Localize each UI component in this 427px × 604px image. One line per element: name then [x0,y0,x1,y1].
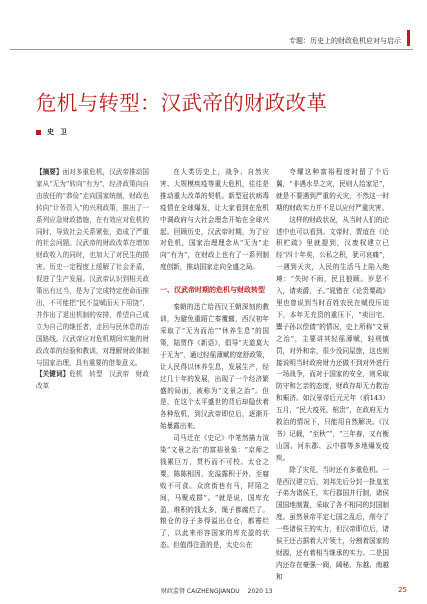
section-title: 专题：历史上的财政危机应对与启示 [289,37,401,45]
body-paragraph: 在人类历史上，战争、自然灾害、大规模疾疫等重大危机，往往是推动重大改革的契机。新型冠状病毒疫情在全球爆发，让大家看到在危机中调政府与大社会理念开始在全球兴起。回顾历史，汉武帝时期，为了应对危机，国家治理理念从“无为”走向“有为”，在财政上也有了一系列制度创新，推动国家走向全盛之局。 [160,168,269,272]
body-paragraph: 除了灾荒，当时还有多重危机。一是西汉建立后，刘邦先后分封一批皇室子弟为诸侯王，实行郡国并行制，诸侯国国地制置，采取了各不相同的封国制度。虽然景帝平定七国之乱后，削夺了一些诸侯王的实力，但汉帝即位后，诸侯王还占据着大片领土，分割着国家的财源，还有着相当继承的实力。二是国内还存在豪强一阀，阔秘、东越、南越和 [276,465,389,581]
body-paragraph: 夸耀这种富裕程度时留了个后翼，“非遇水旱之灾，民则人给家足”，就是不要遇到严重的天灾，不然这一时期的财政实力并不足以应付严重灾害。 [276,168,389,212]
header-accent-bar [407,30,410,46]
author-name: 史卫 [47,128,73,136]
square-bullet-icon [36,130,41,135]
body-paragraph: 司马迁在《史记》中笔然描力渲染“文景之治”的富裕景象：“京师之钱累巨万，贯朽而不可校。太仓之粟，陈陈相因，充溢露积于外，至腐败不可食。众庶街巷有马，阡陌之间，马聚成群”。“就是说，国库充盈，堆积的钱太多，绳子都腐烂了。粮仓的谷子多得溢出仓仓，都霉烂了，以此来形容国家的库充盈的状态。但值得注意的是，太史公在 [160,434,269,550]
keywords-paragraph [36,369,149,393]
abstract-label: 【摘要】 [36,168,63,176]
abstract-column [36,167,149,393]
body-column-middle [160,167,269,552]
keywords-label: 【关键词】 [36,370,70,379]
page-number: 25 [398,586,407,594]
header-divider [10,49,413,50]
body-paragraph: 这样的财政状况，从当时人们的论述中也可以看到。文帝时，贾谊在《论积贮疏》里就提到，汉废权建立已经“四十年矣，公私之积，犹可哀痛”，一遇到天灾，人民的生活马上陷入绝境：“失时不雨，民且狼顾。岁恶不入，请卖爵、子。”晁错在《论贵粟疏》里也曾说到当时百姓农民在赋役压迫下，本年无充资的重压下，“卖田宅、鬻子孙以偿债”的情况，史上所称“文景之治”，主要讲其轻徭薄赋，轻刑慎罚，对外和亲，很少没同屋旅，这也则接说明当时政府财力还做不到对外进行一场战争，而对于国家的安全，则采取防守和乞亲的态度，财政存却无力救治和赈济。如汉景帝后元元年（前143）五月，“民大疫死，棺贵”，在政府无力救治的情况下，只能用自然解决。《汉书》记载，“至秋”“，“三年春，又有衡山国、河东郡、云中郡等多地爆发疫疾。 [276,215,389,462]
abstract-paragraph [36,167,149,369]
author-line [36,127,73,137]
abstract-text: 面对多重危机，汉武帝推动国家从“无为”转向“有为”，经济政策向自由放任的“恭俭”走向国家统制，财政也转向“计务资入”的兴利政策，推出了一系列应急财政措施，在有效应对危机的同时，导致社会关系紧张，造成了严重的社会问题。汉武帝的财政改革在增加财政收入的同时，也加大了对民生的损害。历史一定程度上缓解了社会矛盾，促进了生产发展。汉武帝认识到相关政策出有过当，是为了完成特定使命而推出，不可能把“民不益赋而天下用饶”，并作出了退出机制的安排，希望自己成立为自己的继任者，走回与民休息的治国路线。汉武帝应对危机期间实施的财政改革的经验和教训，对理解财政体制与国家治理，具有重要的借鉴意义。 [36,168,150,367]
running-header [0,30,410,46]
body-paragraph: 秦朝的迅亡给西汉王朝深刻的教训，为避免重蹈亡秦覆辙，西汉初年采取了“无为而治”“休养生息”的国策，陆贾作《新语》，倡导“夫道莫大于无为”，通过轻徭薄赋的宽舒政策，让人民得以休养生息，发展生产，经过几十年的发展，出现了一个经济繁盛的局面，被称为“文景之治”。但是，在这个太平盛世的背后却隐伏着各种危机，到汉武帝即位后，逐渐开始暴露出来。 [160,303,269,431]
journal-name: 财政监督 CAIZHENGJIANDU [161,588,240,595]
article-title: 危机与转型：汉武帝的财政改革 [36,91,328,115]
journal-info [161,586,272,595]
keywords-text: 危机 转型 汉武帝 财政改革 [36,370,150,391]
body-column-right [276,167,389,584]
issue-number: 2020 13 [247,588,273,595]
section-heading: 一、汉武帝时期的危机与财政转型 [160,286,265,295]
